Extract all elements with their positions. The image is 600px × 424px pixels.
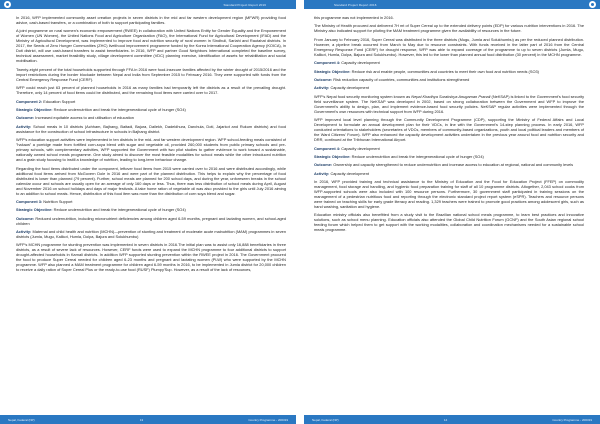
component-heading: Component 4: Capacity development (314, 60, 380, 66)
paragraph: WFP could reach just 63 percent of planned households in 2016 as many families had temporarily left the districts as a result of the prevailing drought. Therefore, only 14 percent of food items could be distributed, and the remaining food items were carried over to 2017. (16, 85, 286, 96)
right-body (314, 15, 584, 408)
footer-bar (304, 415, 600, 424)
wfp-logo-icon (589, 1, 596, 8)
activity: Activity: School meals in 10 districts (Achham, Bajhang, Baitadi, Bajura, Dailekh, Dadeldhura, Darchula, Doti, Jajarkot and Rukum districts) and food assistance for the construction of school infrastructure in schools in Bajhang district. (16, 123, 286, 134)
outcome: Outcome: Increased equitable access to and utilisation of education (16, 115, 134, 121)
strategic-objective: Strategic Objective: Reduce undernutrition and break the intergenerational cycle of hunger (SO4) (16, 106, 186, 112)
paragraph: WFP's Nepal food security monitoring system known as Nepal Khadhya Surakshya Anugaman Pranali (NeKSAP) is linked to the Government's food security field surveillance system. The NeKSAP was developed in 2002, based on strong collaboration between the Government and WFP to improve the Government's ability to design, plan, and implement evidence-based food security policies. NeKSAP regular activities were implemented through the Government's own resources with technical support from WFP during 2016. (314, 93, 585, 114)
page-number: 14 (443, 417, 448, 422)
paragraph: A joint programme on rural women's economic empowerment (RWEE) in collaboration with United Nations Entity for Gender Equality and the Empowerment of Women (UN Women), the United Nations Food and Agriculture Organization (FAO), the International Fund for Agricultural Development (IFAD) and the Ministry of Agricultural Development, was implemented to improve food and nutrition security of rural women in Sindhuli, Sarlahi and Rautahat districts. In 2017, the Seeds of Zero Hunger Communities (ZHC) livelihood improvement programme funded by the Korea International Cooperation Agency (KOICA), in Doti district, will use cash-based transfers to assist beneficiaries. In 2016, WFP and partner Good Neighbors International completed the baseline survey, technical assessment, market feasibility study, village development committee (VDC) planning exercise, identification of assets for rehabilitation and social mobilisation. (16, 28, 286, 64)
footer-bar (0, 415, 296, 424)
activity: Activity: Maternal and child health and nutrition (MCHN)—prevention of stunting and treatment of moderate acute malnutrition (MAM) programmes in seven districts (Jumla, Mugu, Kalikot, Humla, Dolpa, Bajura and Solukhumbu) (16, 229, 286, 240)
page-number: 13 (139, 417, 144, 422)
top-bar (304, 0, 600, 9)
top-bar (0, 0, 296, 9)
strategic-objective: Strategic Objective: Reduce undernutrition and break the intergenerational cycle of hunger (SO4) (314, 153, 484, 159)
activity: Activity: Capacity development (314, 170, 369, 176)
outcome: Outcome: Ownership and capacity strengthened to reduce undernutrition and increase access to education at regional, national and community levels (314, 162, 574, 168)
neksap-name: Nepal Khadhya Surakshya Anugaman Pranali (411, 93, 491, 99)
footer-project: Country Programme - 200319 (552, 417, 592, 422)
activity: Activity: Capacity development (314, 85, 369, 91)
header-title: Standard Project Report 2016 (223, 2, 266, 7)
header-title: Standard Project Report 2016 (334, 2, 377, 7)
paragraph: WFP's MCHN programme for stunting prevention was implemented in seven districts in 2016.The initial plan was to assist only 16,888 beneficiaries in three districts, as a result of severe lack of resources. However, CERF funds were used to expand the MCHN programme to four additional districts to support drought-affected households in Karnali districts. In addition WFP supported stunting prevention within the RWEE project in 2016. The Government procured the food to produce Super Cereal needed for children aged 6-23 months and pregnant and lactating women (PLW) who were supported by the MCHN programme. WFP also planned a MAM treatment programme for children aged 6-59 months in 2016, to be implemented in Jumla district for 20,000 children to receive a daily ration of Super Cereal Plus or the ready-to-use food (RUSF) Plumpy'Sup. However, as a result of the lack of resources, (16, 242, 286, 273)
paragraph: WFP improved local level planning through the Community Development Programme (CDP), supporting the Ministry of Federal Affairs and Local Development to formulate an annual development plan for their VDCs, in line with the Government's 14-step planning process. In early 2016, WFP conducted orientations to stakeholders (secretaries of VDCs, members of community-based organizations, youth and local political leaders and members of the Ward Citizens' Forum). WFP also enhanced the capacity development activities undertaken in the previous year around food and nutrition security and DRR, continued at the Tribhuvan International Airport. (314, 117, 584, 143)
paragraph: Education ministry officials also benefitted from a study visit to the Brazilian national school meals programme, to learn best practices and innovative solutions, such as school menu planning. Education officials also attended the Global Child Nutrition Forum (GCNF) and the South Asian regional school feeding forum which helped them to get support with the working modalities, collaboration and coordination mechanisms needed for a sustainable school meals programme. (314, 212, 584, 233)
component-heading: Component 2: Education Support (16, 98, 76, 104)
paragraph: Twenty-eight percent of the total households supported through FFA in 2016 were food-insecure families affected by the winter drought of 2015/2016 and the import restrictions during the border blockade between Nepal and India from September 2015 to February 2016. They were supported with funds from the Central Emergency Response Fund (CERF). (16, 66, 286, 82)
paragraph: From January to February 2016, Super Cereal was distributed in the three districts (Mugu, Jumla and Solukhumbu) as per the reduced planned distribution. However, a pipeline break occurred from March to May due to resource constraints. With funds received in the latter part of 2016 from the Central Emergency Response Fund (CERF) for drought response, WFP was able to expand coverage of the programme to up to seven districts (Jumla, Mugu, Kalikot, Humla, Dolpa, Bajura and Solukhumbu). However, this led to the lower than planned annual food distribution (30 percent) in the MCHN programme. (314, 36, 584, 57)
strategic-objective: Strategic Objective: Reduce undernutrition and break the intergenerational cycle of hunger (SO4) (16, 207, 186, 213)
paragraph: Regarding the food items distributed under the component, leftover food items from 2015 were carried over to 2016 and were distributed accordingly, while additional food items arrived from McGovern Dole in 2016 and were part of the planned distribution. This helps to explain why the percentage of food distributed is lower than planned (79 percent). Further, school meals are planned for 200 school days, and during the year, unforeseen breaks in the school calendar occur and schools are usually open for an average of only 160 days or less. Thus, there was less distribution of school meals during April, August and November 2016 on school holidays and days of major festivals. A take home ration of vegetable oil was also provided to the girls until July 2016 aiming to an addition to school meals. Hence, distribution of this food item was more than the distribution of corn soya blend and sugar. (16, 165, 286, 196)
footer-project: Country Programme - 200319 (248, 417, 288, 422)
footer-country: Nepal, Federal (NP) (312, 417, 339, 422)
component-heading: Component 3: Nutrition Support (16, 198, 73, 204)
right-page (304, 0, 600, 424)
paragraph: In 2016, WFP implemented community asset creation projects in seven districts in the mid and far western development region (MFWR) providing food advice, cash-based transfers, or a combination of both to support participating families. (16, 15, 286, 25)
outcome: Outcome: Reduced undernutrition, including micronutrient deficiencies among children aged 6-59 months, pregnant and lactating women, and school-aged children (16, 215, 286, 226)
footer-country: Nepal, Federal (NP) (8, 417, 35, 422)
paragraph: this programme was not implemented in 2016. (314, 15, 394, 20)
paragraph: In 2016, WFP provided training and technical assistance to the Ministry of Education and the Food for Education Project (FFEP) on commodity management, food storage and handling, and hygienic food preparation training for staff of all 10 programme districts. Altogether, 2,043 school cooks from WFP-supported schools were also included with 100 resource persons. Furthermore, 30 government staff participated in training sessions on the management of a pedestrian nutritious food and reporting through the electronic standard project report system (eSPR). Teachers and resource persons were trained on teaching skills for early grade literacy and reading. 1,329 teachers were trained to promote good practices among adolescent girls, such as hand washing, sanitation and hygiene. (314, 179, 584, 210)
left-page (0, 0, 296, 424)
wfp-logo-icon (4, 1, 11, 8)
left-body (16, 15, 286, 408)
paragraph: The Ministry of Health procured and delivered 7H mt of Super Cereal up to the extended delivery points (EDP) for various nutrition interventions in 2016. The Ministry also indicated support for piloting the MAM treatment programme given the availability of resources in the future. (314, 23, 584, 34)
paragraph: WFP's education support activities were implemented in ten districts in the mid- and far western development region. WFP school-feeding meals consisted of "haluwa" a porridge made from fortified corn-soya blend with sugar and vegetable oil, provided 260,000 students from public primary schools and pre-primary schools, with complementary activities, WFP supported the Government with two pilot studies to gather evidence to work toward a sustainable, nationally owned school meals programme. One study aimed to discover the most feasible modalities for school meals while the other introduced nutrition and a grain study focusing to instill a knowledge of nutrition, leading to long-term behaviour change. (16, 137, 286, 163)
strategic-objective: Strategic Objective: Reduce risk and enable people, communities and countries to meet their own food and nutrition needs (SO3) (314, 68, 539, 74)
outcome: Outcome: Risk reduction capacity of countries, communities and institutions strengthened (314, 76, 470, 82)
component-heading: Component 4: Capacity development (314, 145, 380, 151)
